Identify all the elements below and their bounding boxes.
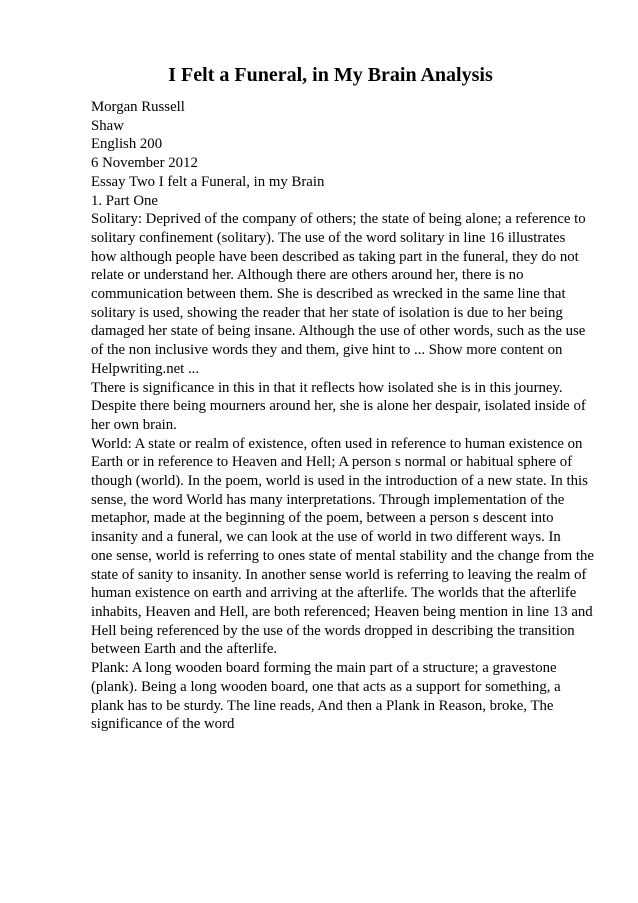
body-line: inhabits, Heaven and Hell, are both referenced; Heaven being mention in line 13 and bbox=[91, 603, 593, 620]
body-line: plank has to be sturdy. The line reads, And then a Plank in Reason, broke, The bbox=[91, 697, 554, 714]
document-header bbox=[91, 98, 588, 210]
body-line: There is significance in this in that it reflects how isolated she is in this journey. bbox=[91, 379, 563, 396]
body-line: solitary is used, showing the reader that her state of isolation is due to her being bbox=[91, 304, 563, 321]
body-line: significance of the word bbox=[91, 716, 235, 733]
body-line: insanity and a funeral, we can look at the use of world in two different ways. In bbox=[91, 529, 561, 546]
body-line: Earth or in reference to Heaven and Hell; A person s normal or habitual sphere of bbox=[91, 454, 573, 471]
body-line: communication between them. She is described as wrecked in the same line that bbox=[91, 286, 566, 303]
body-line: Hell being referenced by the use of the words dropped in describing the transition bbox=[91, 622, 575, 639]
body-line: damaged her state of being insane. Although the use of other words, such as the use bbox=[91, 323, 586, 340]
instructor-name: Shaw bbox=[91, 117, 124, 134]
body-line: one sense, world is referring to ones state of mental stability and the change from the bbox=[91, 547, 594, 564]
essay-title: Essay Two I felt a Funeral, in my Brain bbox=[91, 173, 325, 190]
body-line: Despite there being mourners around her, she is alone her despair, isolated inside of bbox=[91, 398, 586, 415]
body-line: though (world). In the poem, world is used in the introduction of a new state. In this bbox=[91, 473, 588, 490]
body-line: (plank). Being a long wooden board, one that acts as a support for something, a bbox=[91, 678, 561, 695]
body-line: sense, the word World has many interpretations. Through implementation of the bbox=[91, 491, 565, 508]
body-line: her own brain. bbox=[91, 416, 177, 433]
author-name: Morgan Russell bbox=[91, 99, 185, 115]
body-line: how although people have been described as taking part in the funeral, they do not bbox=[91, 248, 579, 265]
body-line: state of sanity to insanity. In another sense world is referring to leaving the realm of bbox=[91, 566, 587, 583]
body-line: metaphor, made at the beginning of the poem, between a person s descent into bbox=[91, 510, 554, 527]
body-line: relate or understand her. Although there are others around her, there is no bbox=[91, 267, 524, 284]
body-line: between Earth and the afterlife. bbox=[91, 641, 278, 658]
essay-date: 6 November 2012 bbox=[91, 155, 198, 172]
section-heading: 1. Part One bbox=[91, 192, 158, 209]
body-line: World: A state or realm of existence, often used in reference to human existence on bbox=[91, 435, 583, 452]
body-line: solitary confinement (solitary). The use of the word solitary in line 16 illustrates bbox=[91, 229, 566, 246]
body-line: Helpwriting.net ... bbox=[91, 360, 200, 377]
document-title: I Felt a Funeral, in My Brain Analysis bbox=[168, 64, 493, 86]
course-name: English 200 bbox=[91, 136, 163, 153]
document-body bbox=[91, 210, 594, 734]
body-line: Plank: A long wooden board forming the main part of a structure; a gravestone bbox=[91, 660, 557, 677]
body-line: human existence on earth and arriving at the afterlife. The worlds that the afterlife bbox=[91, 585, 577, 602]
body-line: of the non inclusive words they and them, give hint to ... Show more content on bbox=[91, 342, 563, 359]
body-line: Solitary: Deprived of the company of others; the state of being alone; a reference to bbox=[91, 211, 586, 228]
